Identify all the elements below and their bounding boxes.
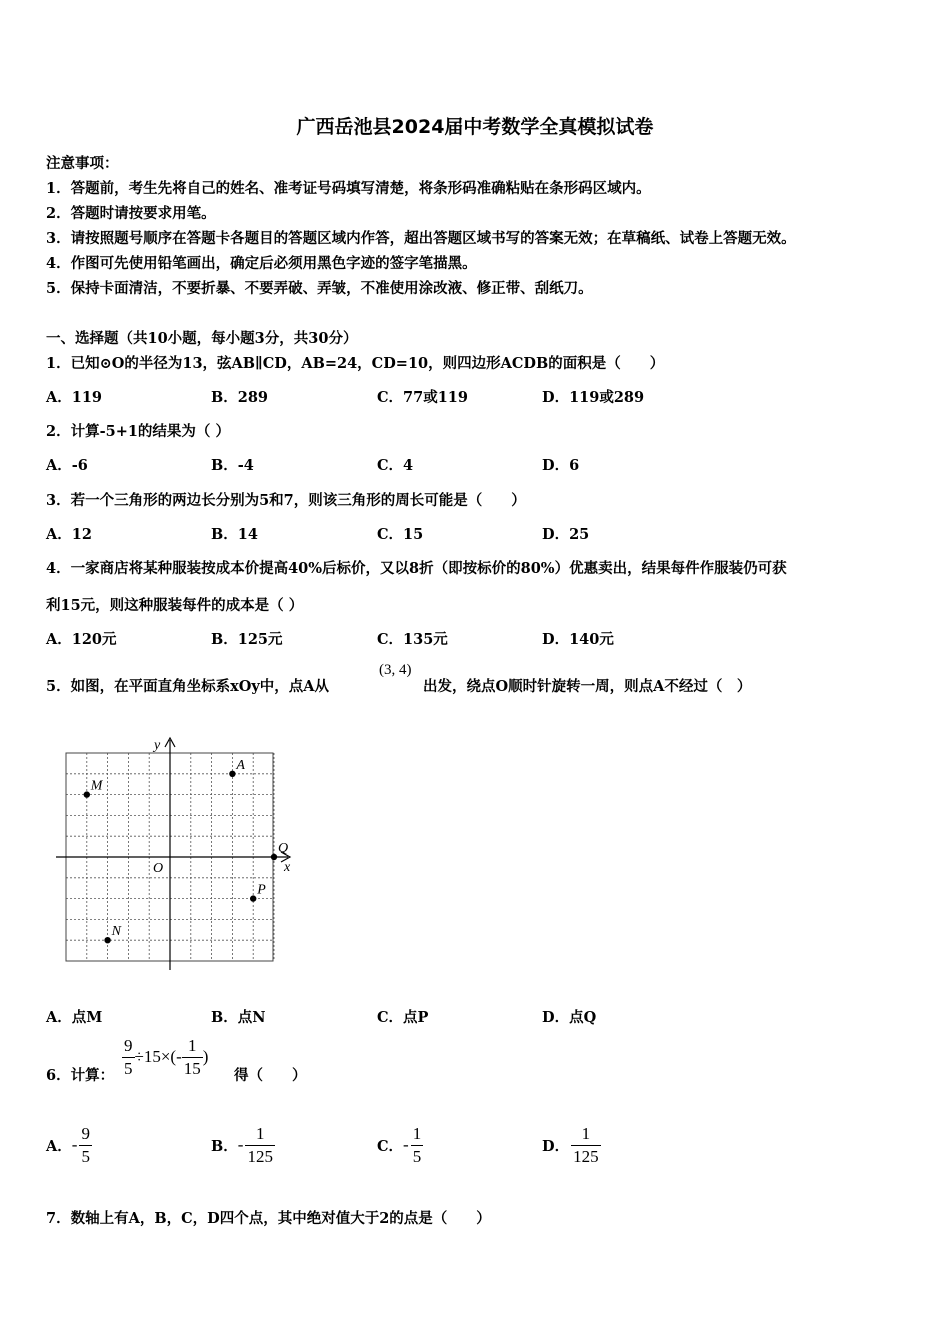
question-1: 1．已知⊙O的半径为13，弦AB∥CD，AB=24，CD=10，则四边形ACDB的面积是（ ）: [46, 355, 665, 372]
q1-option-a: A．119: [46, 389, 103, 406]
fraction-numerator: 9: [81, 1124, 90, 1143]
option-sign: -: [403, 1135, 409, 1155]
q1-option-c: C．77或119: [377, 389, 468, 406]
option-fraction: [245, 1125, 275, 1166]
q4-option-c: C．135元: [377, 631, 448, 648]
q5-option-d: D．点Q: [542, 1009, 597, 1026]
fraction-numerator: 1: [412, 1124, 422, 1143]
question-5-text-before: 5．如图，在平面直角坐标系xOy中，点A从: [46, 678, 330, 695]
fraction-numerator: 1: [581, 1124, 591, 1143]
q6-fraction-1-15: [182, 1037, 203, 1078]
question-7: 7．数轴上有A，B，C，D四个点，其中绝对值大于2的点是（ ）: [46, 1210, 491, 1227]
q6-close-paren: ): [202, 1047, 209, 1067]
q6-option-a: [46, 1125, 92, 1166]
question-6-prefix: 6．计算：: [46, 1067, 115, 1084]
q4-option-b: B．125元: [211, 631, 283, 648]
fraction-numerator: 9: [124, 1036, 133, 1055]
point-label-m: M: [90, 778, 103, 794]
fraction-denominator: 5: [81, 1146, 90, 1166]
fraction-numerator: 1: [188, 1036, 197, 1055]
fraction-denominator: 5: [412, 1146, 422, 1166]
q3-option-b: B．14: [211, 526, 258, 543]
fraction-denominator: 125: [573, 1146, 599, 1166]
point-m: [84, 791, 90, 797]
point-label-a: A: [236, 757, 245, 773]
q2-option-a: A．-6: [46, 457, 88, 474]
option-label: C．: [377, 1137, 404, 1155]
q4-option-d: D．140元: [542, 631, 614, 648]
point-label-n: N: [111, 924, 121, 940]
fraction-denominator: 5: [124, 1058, 133, 1078]
q3-option-d: D．25: [542, 526, 590, 543]
page-title: 广西岳池县2024届中考数学全真模拟试卷: [296, 116, 654, 138]
section-heading: 一、选择题（共10小题，每小题3分，共30分）: [46, 330, 358, 347]
q1-option-b: B．289: [211, 389, 269, 406]
q2-option-d: D．6: [542, 457, 580, 474]
q6-fraction-9-5: [122, 1037, 135, 1078]
option-fraction: [571, 1125, 601, 1166]
point-n: [104, 937, 110, 943]
question-4-line-1: 4．一家商店将某种服装按成本价提高40%后标价，又以8折（即按标价的80%）优惠卖出，结果每件作服装仍可获: [46, 560, 787, 577]
option-fraction: [79, 1125, 92, 1166]
point-q: [271, 854, 277, 860]
notice-item: 5．保持卡面清洁，不要折暴、不要弄破、弄皱，不准使用涂改液、修正带、刮纸刀。: [46, 280, 593, 297]
q5-option-c: C．点P: [377, 1009, 429, 1026]
q3-option-c: C．15: [377, 526, 424, 543]
coordinate-grid-figure: [50, 732, 300, 972]
notice-item: 2．答题时请按要求用笔。: [46, 205, 216, 222]
point-label-q: Q: [278, 841, 289, 856]
q6-option-c: [377, 1125, 423, 1166]
q2-option-c: C．4: [377, 457, 414, 474]
q6-option-b: [211, 1125, 275, 1166]
q5-option-b: B．点N: [211, 1009, 266, 1026]
option-label: A．: [46, 1137, 72, 1155]
point-a: [229, 771, 235, 777]
point-p: [250, 895, 256, 901]
q5-option-a: A．点M: [46, 1009, 103, 1026]
q2-option-b: B．-4: [211, 457, 254, 474]
q6-operator: ÷15×(-: [134, 1047, 182, 1067]
question-5-text-after: 出发，绕点O顺时针旋转一周，则点A不经过（ ）: [423, 678, 752, 695]
question-2: 2．计算-5+1的结果为（ ）: [46, 423, 230, 440]
option-label: D．: [542, 1137, 570, 1155]
question-3: 3．若一个三角形的两边长分别为5和7，则该三角形的周长可能是（ ）: [46, 492, 526, 509]
fraction-denominator: 125: [247, 1146, 273, 1166]
q1-option-d: D．119或289: [542, 389, 645, 406]
question-6-suffix: 得（ ）: [234, 1067, 307, 1084]
fraction-denominator: 15: [183, 1058, 201, 1078]
q4-option-a: A．120元: [46, 631, 117, 648]
notice-item: 4．作图可先使用铅笔画出，确定后必须用黑色字迹的签字笔描黑。: [46, 255, 477, 272]
q6-expression: [122, 1037, 208, 1078]
origin-label: O: [153, 861, 164, 876]
q6-option-d: [542, 1125, 601, 1166]
x-axis-label: x: [284, 860, 291, 875]
question-4-line-2: 利15元，则这种服装每件的成本是（ ）: [46, 597, 304, 614]
option-sign: -: [237, 1135, 244, 1155]
y-axis-label: y: [154, 738, 161, 753]
q5-start-coordinate: (3, 4): [379, 662, 412, 678]
figure-points: [84, 758, 289, 944]
fraction-numerator: 1: [255, 1124, 265, 1143]
notice-item: 3．请按照题号顺序在答题卡各题目的答题区域内作答，超出答题区域书写的答案无效；在草稿纸、试卷上答题无效。: [46, 230, 796, 247]
notice-item: 1．答题前，考生先将自己的姓名、准考证号码填写清楚，将条形码准确粘贴在条形码区域内。: [46, 180, 651, 197]
notice-heading: 注意事项：: [46, 155, 119, 172]
q3-option-a: A．12: [46, 526, 92, 543]
option-label: B．: [211, 1137, 238, 1155]
option-sign: -: [71, 1135, 78, 1155]
point-label-p: P: [257, 882, 266, 898]
option-fraction: [411, 1125, 424, 1166]
